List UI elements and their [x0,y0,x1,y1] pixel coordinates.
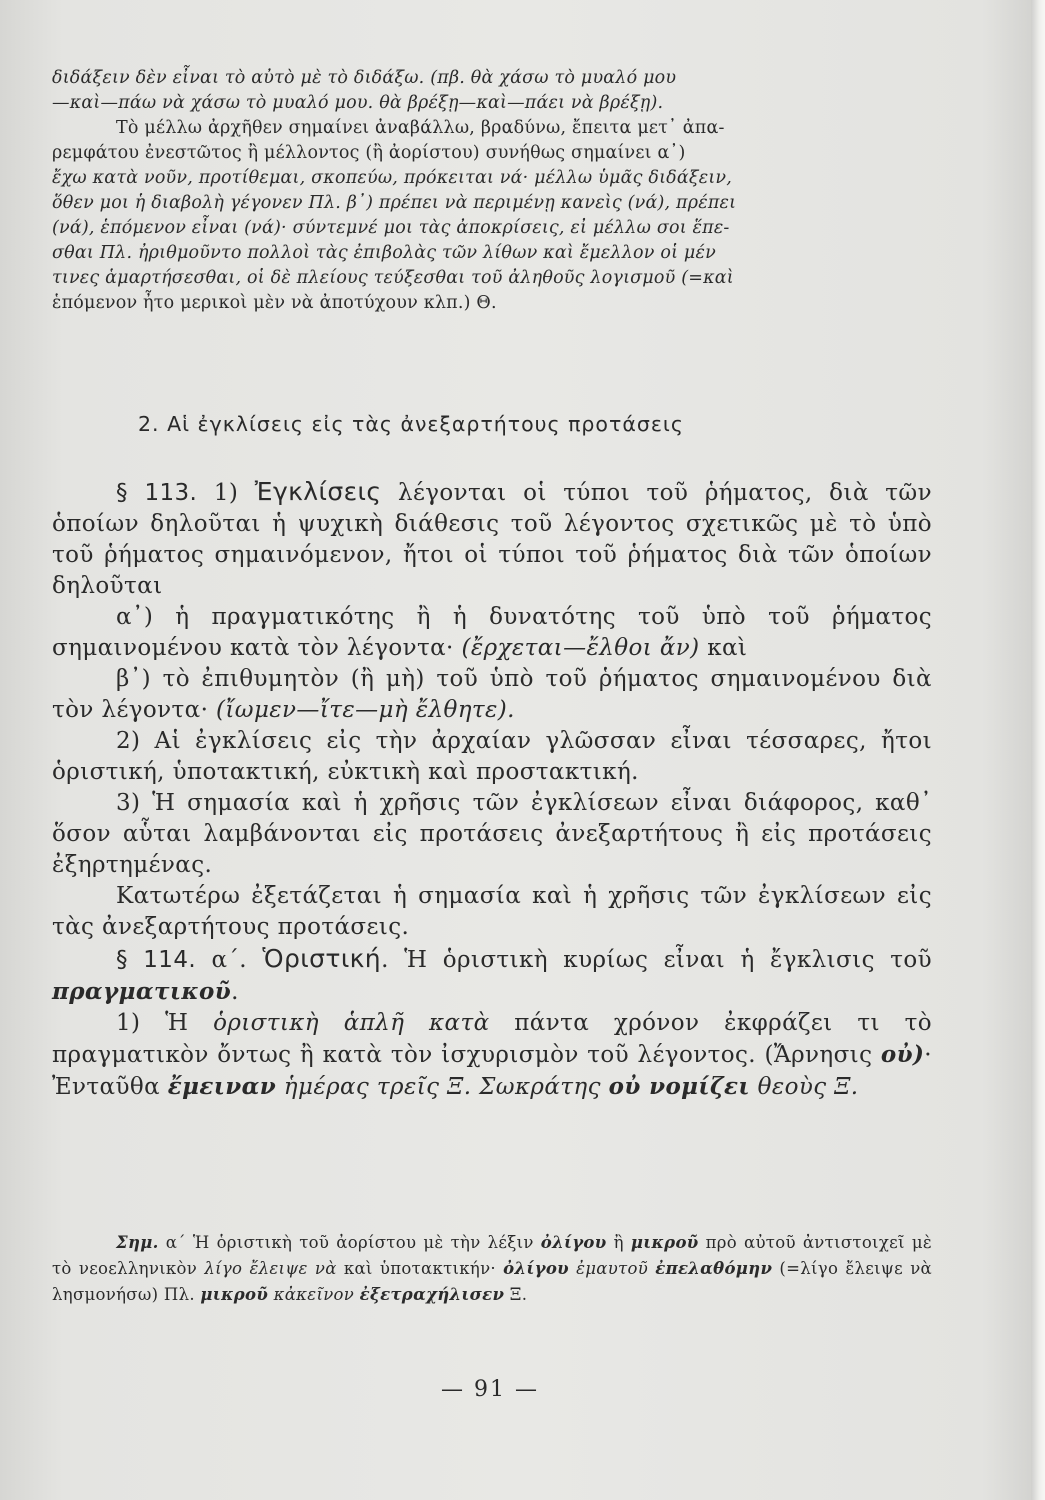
s114-term: Ὁριστική [262,944,382,973]
top-line-2: —καὶ—πάω νὰ χάσω τὸ μυαλό μου. θὰ βρέξῃ—καὶ—πάει νὰ βρέξῃ). [52,93,664,113]
top-line-8: σθαι Πλ. ἠριθμοῦντο πολλοὶ τὰς ἐπιβολὰς τῶν λίθων καὶ ἔμελλον οἱ μέν [52,243,716,263]
top-line-1: διδάξειν δὲν εἶναι τὸ αὐτὸ μὲ τὸ διδάξω. (πβ. θὰ χάσω τὸ μυαλό μου [52,68,677,88]
top-line-10: ἑπόμενον ἦτο μερικοὶ μὲν νὰ ἀποτύχουν κλπ.) Θ. [52,293,497,313]
top-line-4: ρεμφάτου ἐνεστῶτος ἢ μέλλοντος (ἢ ἀορίστου) συνήθως σημαίνει α᾽) [52,143,686,163]
section-113 [52,476,932,1103]
s114-mark: § 114. [116,947,197,973]
top-line-5: ἔχω κατὰ νοῦν, προτίθεμαι, σκοπεύω, πρόκειται νά· μέλλω ὑμᾶς διδάξειν, [52,168,732,188]
top-line-7: (νά), ἑπόμενον εἶναι (νά)· σύντεμνέ μοι τὰς ἀποκρίσεις, εἰ μέλλω σοι ἕπε- [52,218,730,238]
page-edge [1031,0,1045,1500]
s113-item-b: β᾽) τὸ ἐπιθυμητὸν (ἢ μὴ) τοῦ ὑπὸ τοῦ ῥήματος σημαινομένου διὰ τὸν λέγοντα· (ἴωμεν—ἴτε—μὴ ἔλθητε). [52,666,932,723]
note [52,1230,932,1308]
s113-paragraph-3: 3) Ἡ σημασία καὶ ἡ χρῆσις τῶν ἐγκλίσεων εἶναι διάφορος, καθ᾽ ὅσον αὗται λαμβάνονται εἰς προτάσεις ἀνεξαρτήτους ἢ εἰς προτάσεις ἐξηρτημένας. [52,790,932,878]
s113-item-a: α᾽) ἡ πραγματικότης ἢ ἡ δυνατότης τοῦ ὑπὸ τοῦ ῥήματος σημαινομένου κατὰ τὸν λέγοντα· (ἔρχεται—ἔλθοι ἄν) καὶ [52,604,932,661]
note-paragraph: Σημ. α΄ Ἡ ὁριστικὴ τοῦ ἀορίστου μὲ τὴν λέξιν ὀλίγου ἢ μικροῦ πρὸ αὐτοῦ ἀντιστοιχεῖ μὲ τὸ νεοελληνικὸν λίγο ἔλειψε νὰ καὶ ὑποτακτικήν· ὀλίγου ἐμαυτοῦ ἐπελαθόμην (=λίγο ἔλειψε νὰ λησμονήσω) Πλ. μικροῦ κἀκεῖνον ἐξετραχήλισεν Ξ. [52,1233,932,1304]
top-line-3: Τὸ μέλλω ἀρχῆθεν σημαίνει ἀναβάλλω, βραδύνω, ἔπειτα μετ᾽ ἀπα- [116,118,725,138]
s114-paragraph-1: § 114. α΄. Ὁριστική. Ἡ ὁριστικὴ κυρίως εἶναι ἡ ἔγκλισις τοῦ πραγματικοῦ. [52,944,932,1005]
s114-paragraph-2: 1) Ἡ ὁριστικὴ ἁπλῆ κατὰ πάντα χρόνον ἐκφράζει τι τὸ πραγματικὸν ὄντως ἢ κατὰ τὸν ἰσχυρισμὸν τοῦ λέγοντος. (Ἄρνησις οὐ)· Ἐνταῦθα ἔμειναν ἡμέρας τρεῖς Ξ. Σωκράτης οὐ νομίζει θεοὺς Ξ. [52,1010,932,1100]
s113-term: Ἐγκλίσεις [254,477,382,506]
top-line-9: τινες ἁμαρτήσεσθαι, οἱ δὲ πλείους τεύξεσθαι τοῦ ἀληθοῦς λογισμοῦ (=καὶ [52,268,734,288]
top-line-6: ὅθεν μοι ἡ διαβολὴ γέγονεν Πλ. β᾽) πρέπει νὰ περιμένῃ κανεὶς (νά), πρέπει [52,193,737,213]
page-number: — 91 — [441,1377,539,1402]
s113-paragraph-4: Κατωτέρω ἐξετάζεται ἡ σημασία καὶ ἡ χρῆσις τῶν ἐγκλίσεων εἰς τὰς ἀνεξαρτήτους προτάσεις. [52,883,932,940]
s113-mark: § 113. [116,480,198,506]
section-heading: 2. Αἱ ἐγκλίσεις εἰς τὰς ἀνεξαρτήτους προτάσεις [138,412,684,436]
s113-paragraph-2: 2) Αἱ ἐγκλίσεις εἰς τὴν ἀρχαίαν γλῶσσαν εἶναι τέσσαρες, ἤτοι ὁριστική, ὑποτακτική, εὐκτικὴ καὶ προστακτική. [52,728,932,785]
top-paragraph [52,66,932,316]
s113-paragraph-1: § 113. 1) Ἐγκλίσεις λέγονται οἱ τύποι τοῦ ῥήματος, διὰ τῶν ὁποίων δηλοῦται ἡ ψυχικὴ διάθεσις τοῦ λέγοντος σχετικῶς μὲ τὸ ὑπὸ τοῦ ῥήματος σημαινόμενον, ἤτοι οἱ τύποι τοῦ ῥήματος διὰ τῶν ὁποίων δηλοῦται [52,477,932,599]
